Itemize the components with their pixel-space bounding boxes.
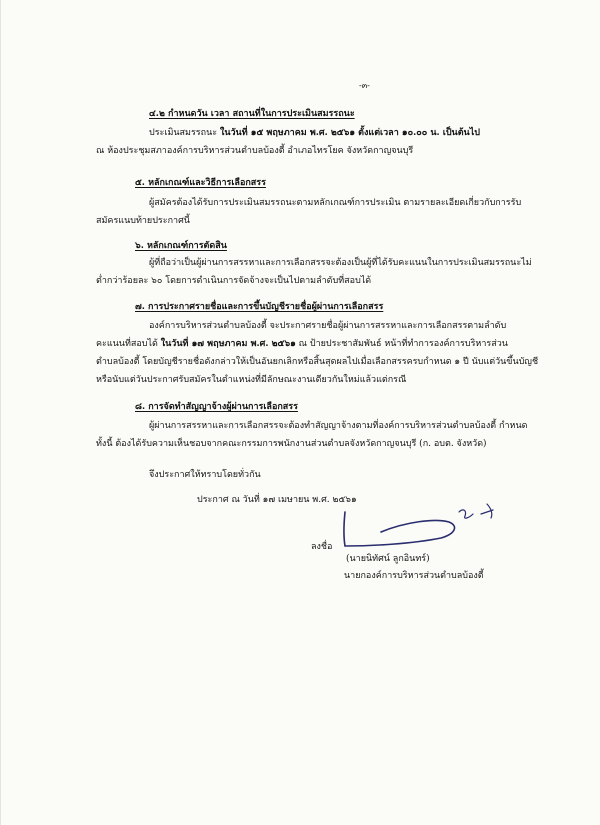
section-6-line-2: ต่ำกว่าร้อยละ ๖๐ โดยการดำเนินการจัดจ้างจะเป็นไปตามลำดับที่สอบได้ [96,276,372,286]
section-7-line-2-pre: คะแนนที่สอบได้ [96,339,158,349]
section-8-heading: ๘. การจัดทำสัญญาจ้างผู้ผ่านการเลือกสรร [135,402,298,412]
section-4-2-heading: ๔.๒ กำหนดวัน เวลา สถานที่ในการประเมินสมรรถนะ [149,109,355,119]
announcement-date: ประกาศ ณ วันที่ ๑๗ เมษายน พ.ศ. ๒๕๖๑ [197,495,357,505]
section-4-2-date-time: ในวันที่ ๑๕ พฤษภาคม พ.ศ. ๒๕๖๑ ตั้งแต่เวลา ๑๐.๐๐ น. เป็นต้นไป [219,128,480,138]
section-7-line-3: ตำบลบ้องตี้ โดยบัญชีรายชื่อดังกล่าวให้เป็นอันยกเลิกหรือสิ้นสุดผลไปเมื่อเลือกสรรครบกำหนด ๑ ปี นับแต่วันขึ้นบัญชี [96,357,539,367]
section-7-line-2-post: ณ ป้ายประชาสัมพันธ์ หน้าที่ทำการองค์การบริหารส่วน [298,339,508,349]
section-4-2-line-1-text: ประเมินสมรรถนะ [149,128,218,138]
section-6-heading: ๖. หลักเกณฑ์การตัดสิน [135,241,227,251]
section-5-heading: ๕. หลักเกณฑ์และวิธีการเลือกสรร [135,178,266,188]
section-5-line-1: ผู้สมัครต้องได้รับการประเมินสมรรถนะตามหลักเกณฑ์การประเมิน ตามรายละเอียดเกี่ยวกับการรับ [149,198,522,208]
closing-notice: จึงประกาศให้ทราบโดยทั่วกัน [149,470,261,480]
page-number: -๓- [359,81,370,90]
section-8-line-1: ผู้ผ่านการสรรหาและการเลือกสรรจะต้องทำสัญญาจ้างตามที่องค์การบริหารส่วนตำบลบ้องตี้ กำหนด [149,421,528,431]
sign-label: ลงชื่อ [311,542,333,552]
signer-name: (นายนิทัศน์ ลูกอินทร์) [346,554,430,564]
section-7-line-4: หรือนับแต่วันประกาศรับสมัครในตำแหน่งที่มีลักษณะงานเดียวกันใหม่แล้วแต่กรณี [96,375,407,385]
section-8-line-2: ทั้งนี้ ต้องได้รับความเห็นชอบจากคณะกรรมการพนักงานส่วนตำบลจังหวัดกาญจนบุรี (ก. อบต. จังหวัด) [96,439,487,449]
signer-position: นายกองค์การบริหารส่วนตำบลบ้องตี้ [344,571,484,581]
section-7-line-2 [96,338,508,350]
section-5-line-2: สมัครแนบท้ายประกาศนี้ [96,216,190,226]
section-6-line-1: ผู้ที่ถือว่าเป็นผู้ผ่านการสรรหาและการเลือกสรรจะต้องเป็นผู้ที่ได้รับคะแนนในการประเมินสมรรถนะไม่ [149,258,532,268]
section-7-announce-date: ในวันที่ ๑๗ พฤษภาคม พ.ศ. ๒๕๖๑ [160,339,296,349]
section-7-line-1: องค์การบริหารส่วนตำบลบ้องตี้ จะประกาศรายชื่อผู้ผ่านการสรรหาและการเลือกสรรตามลำดับ [149,321,507,331]
handwritten-signature [331,488,531,558]
section-4-2-line-2: ณ ห้องประชุมสภาองค์การบริหารส่วนตำบลบ้องตี้ อำเภอไทรโยค จังหวัดกาญจนบุรี [96,146,414,156]
section-7-heading: ๗. การประกาศรายชื่อและการขึ้นบัญชีรายชื่อผู้ผ่านการเลือกสรร [135,302,384,312]
section-4-2-line-1 [149,127,480,139]
